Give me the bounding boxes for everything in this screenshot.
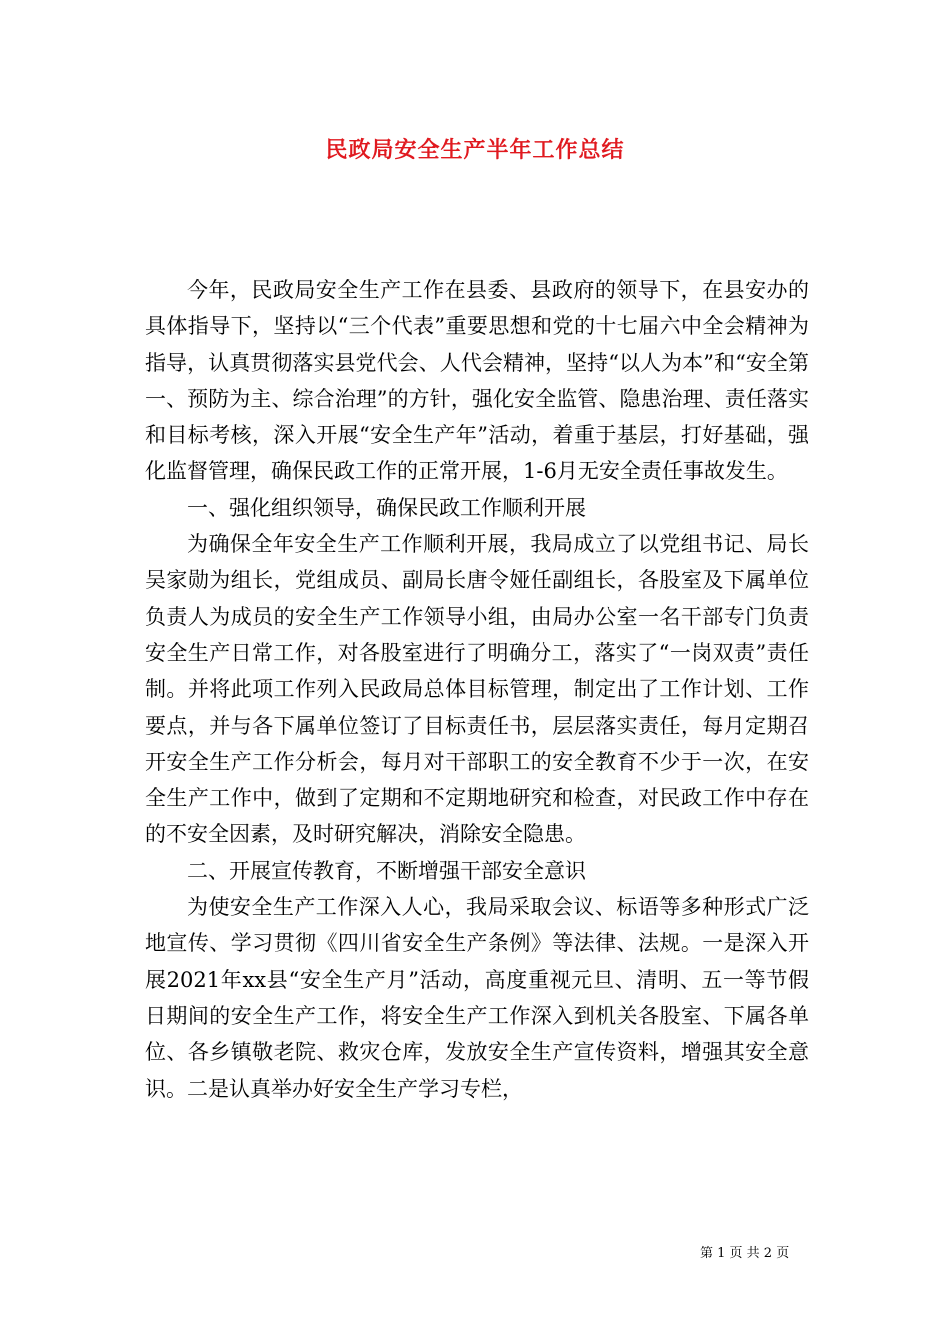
document-body [145, 272, 809, 1107]
section-heading-2: 二、开展宣传教育，不断增强干部安全意识 [187, 858, 586, 883]
section-2-paragraph: 为使安全生产工作深入人心，我局采取会议、标语等多种形式广泛地宣传、学习贯彻《四川省安全生产条例》等法律、法规。一是深入开展2021年xx县“安全生产月”活动，高度重视元旦、清明、五一等节假日期间的安全生产工作，将安全生产工作深入到机关各股室、下属各单位、各乡镇敬老院、救灾仓库，发放安全生产宣传资料，增强其安全意识。二是认真举办好安全生产学习专栏， [145, 895, 809, 1101]
intro-paragraph: 今年，民政局安全生产工作在县委、县政府的领导下，在县安办的具体指导下，坚持以“三个代表”重要思想和党的十七届六中全会精神为指导，认真贯彻落实县党代会、人代会精神，坚持“以人为本”和“安全第一、预防为主、综合治理”的方针，强化安全监管、隐患治理、责任落实和目标考核，深入开展“安全生产年”活动，着重于基层，打好基础，强化监督管理，确保民政工作的正常开展，1-6月无安全责任事故发生。 [145, 278, 809, 484]
section-1-paragraph: 为确保全年安全生产工作顺利开展，我局成立了以党组书记、局长吴家勋为组长，党组成员、副局长唐令娅任副组长，各股室及下属单位负责人为成员的安全生产工作领导小组，由局办公室一名干部专门负责安全生产日常工作，对各股室进行了明确分工，落实了“一岗双责”责任制。并将此项工作列入民政局总体目标管理，制定出了工作计划、工作要点，并与各下属单位签订了目标责任书，层层落实责任，每月定期召开安全生产工作分析会，每月对干部职工的安全教育不少于一次，在安全生产工作中，做到了定期和不定期地研究和检查，对民政工作中存在的不安全因素，及时研究解决，消除安全隐患。 [145, 532, 809, 847]
section-heading-1: 一、强化组织领导，确保民政工作顺利开展 [187, 495, 586, 520]
document-title: 民政局安全生产半年工作总结 [325, 137, 625, 163]
page-number-footer: 第 1 页 共 2 页 [700, 1246, 790, 1261]
